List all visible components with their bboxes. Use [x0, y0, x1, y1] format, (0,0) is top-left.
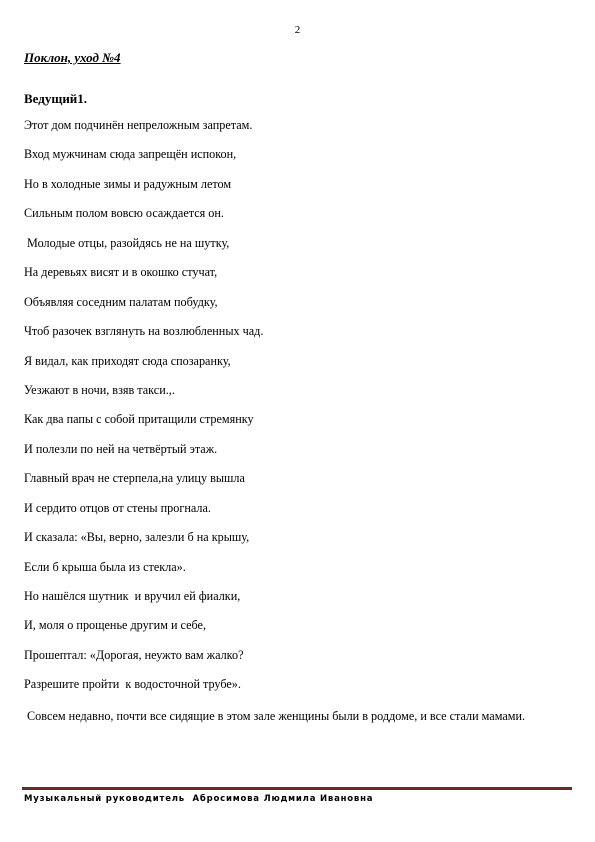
poem-line: Сильным полом вовсю осаждается он.	[24, 206, 224, 221]
poem-line: И, моля о прощенье другим и себе,	[24, 618, 206, 633]
poem-line: И сказала: «Вы, верно, залезли б на крышу,	[24, 530, 250, 545]
poem-line: Я видал, как приходят сюда спозаранку,	[24, 353, 231, 368]
poem-line: Объявляя соседним палатам побудку,	[24, 294, 218, 309]
poem-line: Главный врач не стерпела,на улицу вышла	[24, 471, 245, 486]
poem-line: И сердито отцов от стены прогнала.	[24, 500, 211, 515]
poem-line: Этот дом подчинён непреложным запретам.	[24, 118, 253, 132]
closing-paragraph: Совсем недавно, почти все сидящие в этом зале женщины были в роддоме, и все стали мамами.	[24, 709, 526, 723]
poem-line: Как два папы с собой притащили стремянку	[24, 412, 254, 427]
poem-line: Прошептал: «Дорогая, неужто вам жалко?	[24, 647, 244, 662]
poem-line: На деревьях висят и в окошко стучат,	[24, 265, 218, 280]
footer-author: Музыкальный руководитель Абросимова Людмила Ивановна	[24, 794, 374, 804]
poem-line: И полезли по ней на четвёртый этаж.	[24, 441, 218, 456]
poem-line: Но в холодные зимы и радужным летом	[24, 176, 232, 191]
poem-line: Но нашёлся шутник и вручил ей фиалки,	[24, 589, 241, 603]
poem-line: Вход мужчинам сюда запрещён испокон,	[24, 147, 237, 162]
speaker-label: Ведущий1.	[24, 91, 88, 106]
footer-divider	[22, 787, 572, 790]
poem-lines	[24, 118, 564, 707]
section-title: Поклон, уход №4	[24, 50, 121, 65]
poem-line: Если б крыша была из стекла».	[24, 559, 186, 574]
poem-line: Разрешите пройти к водосточной трубе».	[24, 677, 241, 692]
poem-line: Чтоб разочек взглянуть на возлюбленных чад.	[24, 324, 264, 339]
poem-line: Молодые отцы, разойдясь не на шутку,	[24, 235, 230, 250]
poem-line: Уезжают в ночи, взяв такси.,.	[24, 382, 175, 397]
page-number: 2	[294, 24, 301, 36]
